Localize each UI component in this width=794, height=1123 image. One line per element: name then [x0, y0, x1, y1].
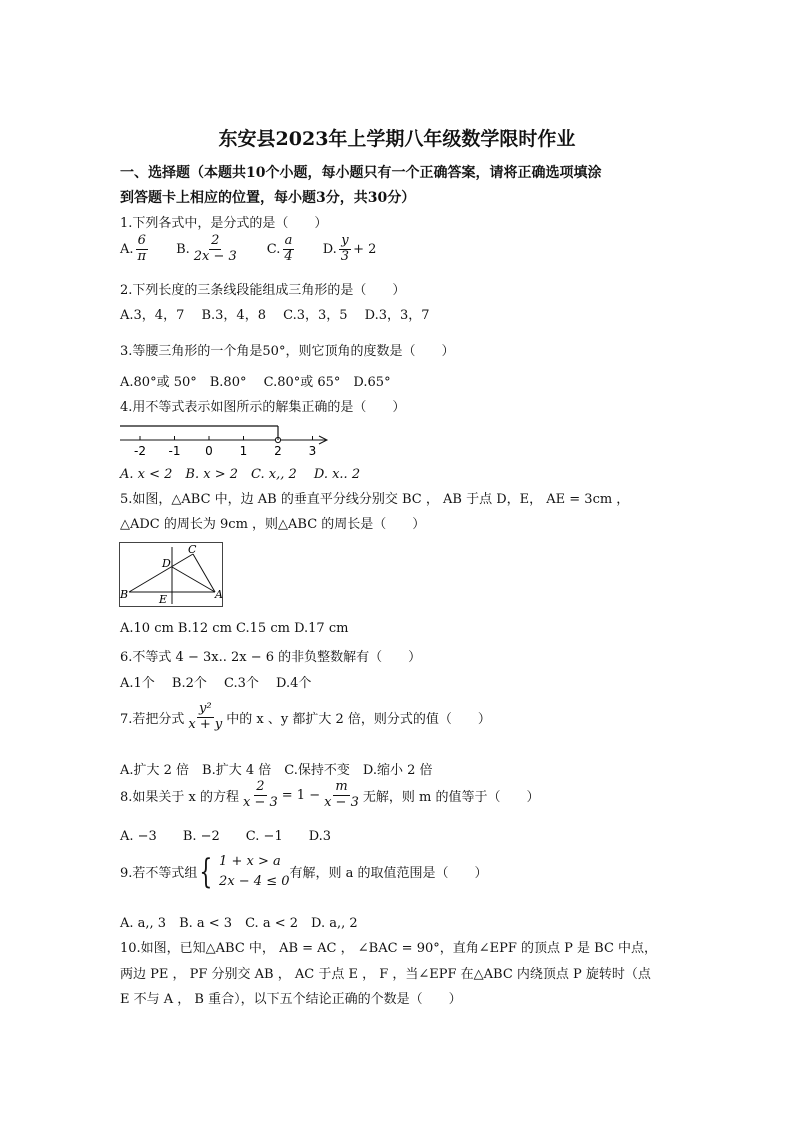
- question-10-line1: 10.如图，已知△ABC 中， AB = AC ， ∠BAC = 90°，直角∠EPF 的顶点 P 是 BC 中点，: [120, 941, 658, 956]
- question-9-stem: [120, 852, 488, 891]
- option-b-fraction: $\frac{2}{2x - 3}$: [193, 233, 237, 264]
- option-d-label: D.: [322, 241, 337, 257]
- question-8-fraction-2: $\frac{m}{x - 3}$: [324, 779, 359, 810]
- inequality-1: 1 + x > a: [219, 854, 281, 869]
- figure-frame: [120, 543, 223, 607]
- option-c-label: C.: [266, 241, 281, 257]
- question-7-options: A.扩大 2 倍 B.扩大 4 倍 C.保持不变 D.缩小 2 倍: [120, 763, 433, 778]
- question-3-options: A.80°或 50° B.80° C.80°或 65° D.65°: [120, 375, 391, 390]
- question-5-line2: △ADC 的周长为 9cm ，则△ABC 的周长是（ ）: [120, 517, 426, 532]
- label-b: B: [120, 588, 129, 601]
- question-7-pre: 7.若把分式: [120, 711, 185, 727]
- label-e: E: [159, 593, 168, 606]
- question-6-options: A.1个 B.2个 C.3个 D.4个: [120, 676, 312, 691]
- question-8-mid: = 1 −: [281, 787, 321, 803]
- question-2-stem: 2.下列长度的三条线段能组成三角形的是（ ）: [120, 283, 406, 298]
- question-7-stem: [120, 702, 491, 733]
- option-a-label: A.: [120, 241, 134, 257]
- question-5-line1: 5.如图，△ABC 中，边 AB 的垂直平分线分别交 BC ， AB 于点 D，E， AE = 3cm ，: [120, 492, 630, 507]
- question-1-stem: 1.下列各式中，是分式的是（ ）: [120, 216, 328, 231]
- inequality-2: 2x − 4 ≤ 0: [219, 873, 290, 889]
- tick-label: 2: [274, 444, 282, 458]
- option-b-label: B.: [176, 241, 190, 257]
- section-heading-line1: 一、选择题（本题共10个小题，每小题只有一个正确答案，请将正确选项填涂: [120, 165, 602, 181]
- question-8-post: 无解，则 m 的值等于（ ）: [362, 789, 540, 805]
- question-10-line3: E 不与 A ， B 重合），以下五个结论正确的个数是（ ）: [120, 992, 462, 1007]
- option-c-fraction: $\frac{a}{4}$: [284, 233, 293, 264]
- question-1-options: [120, 234, 376, 265]
- option-a-fraction: $\frac{6}{\pi}$: [137, 233, 147, 264]
- question-7-post: 中的 x 、y 都扩大 2 倍，则分式的值（ ）: [226, 711, 491, 727]
- triangle-figure: [119, 542, 224, 608]
- question-8-stem: [120, 780, 539, 811]
- tick-label: -1: [168, 444, 181, 458]
- question-2-options: A.3，4，7 B.3，4，8 C.3，3，5 D.3，3，7: [120, 308, 430, 323]
- question-6-stem: 6.不等式 4 − 3x.. 2x − 6 的非负整数解有（ ）: [120, 650, 422, 665]
- question-4-stem: 4.用不等式表示如图所示的解集正确的是（ ）: [120, 400, 406, 415]
- number-line-figure: [118, 420, 333, 460]
- tick-label: -2: [134, 444, 146, 458]
- tick-label: 3: [308, 444, 317, 458]
- question-9-options: A. a,, 3 B. a < 3 C. a < 2 D. a,, 2: [120, 916, 358, 931]
- question-5-options: A.10 cm B.12 cm C.15 cm D.17 cm: [120, 621, 349, 636]
- page-title: 东安县2023年上学期八年级数学限时作业: [218, 128, 576, 150]
- question-10-line2: 两边 PE ， PF 分别交 AB ， AC 于点 E ， F ，当∠EPF 在△ABC 内绕顶点 P 旋转时（点: [120, 967, 651, 982]
- section-heading-line2: 到答题卡上相应的位置，每小题3分，共30分）: [120, 190, 416, 206]
- question-8-options: A. −3 B. −2 C. −1 D.3: [120, 829, 332, 844]
- question-4-options: A. x < 2 B. x > 2 C. x,, 2 D. x.. 2: [120, 467, 361, 482]
- tick-label: 0: [205, 444, 213, 458]
- system-brace: {: [199, 851, 213, 892]
- option-d-tail: + 2: [353, 241, 377, 257]
- label-d: D: [162, 557, 171, 570]
- tick-label: 1: [239, 444, 248, 458]
- question-9-post: 有解，则 a 的取值范围是（ ）: [289, 866, 488, 881]
- inequality-system: [219, 852, 289, 891]
- question-7-fraction: $\frac{\text{y²}}{x + y}$: [188, 701, 223, 732]
- option-d-fraction: $\frac{y}{3}$: [340, 233, 350, 264]
- label-c: C: [188, 543, 197, 556]
- label-a: A: [215, 588, 223, 601]
- question-9-pre: 9.若不等式组: [120, 866, 198, 881]
- question-8-fraction-1: $\frac{2}{x - 3}$: [243, 779, 278, 810]
- question-8-pre: 8.如果关于 x 的方程: [120, 789, 239, 805]
- question-3-stem: 3.等腰三角形的一个角是50°，则它顶角的度数是（ ）: [120, 344, 455, 359]
